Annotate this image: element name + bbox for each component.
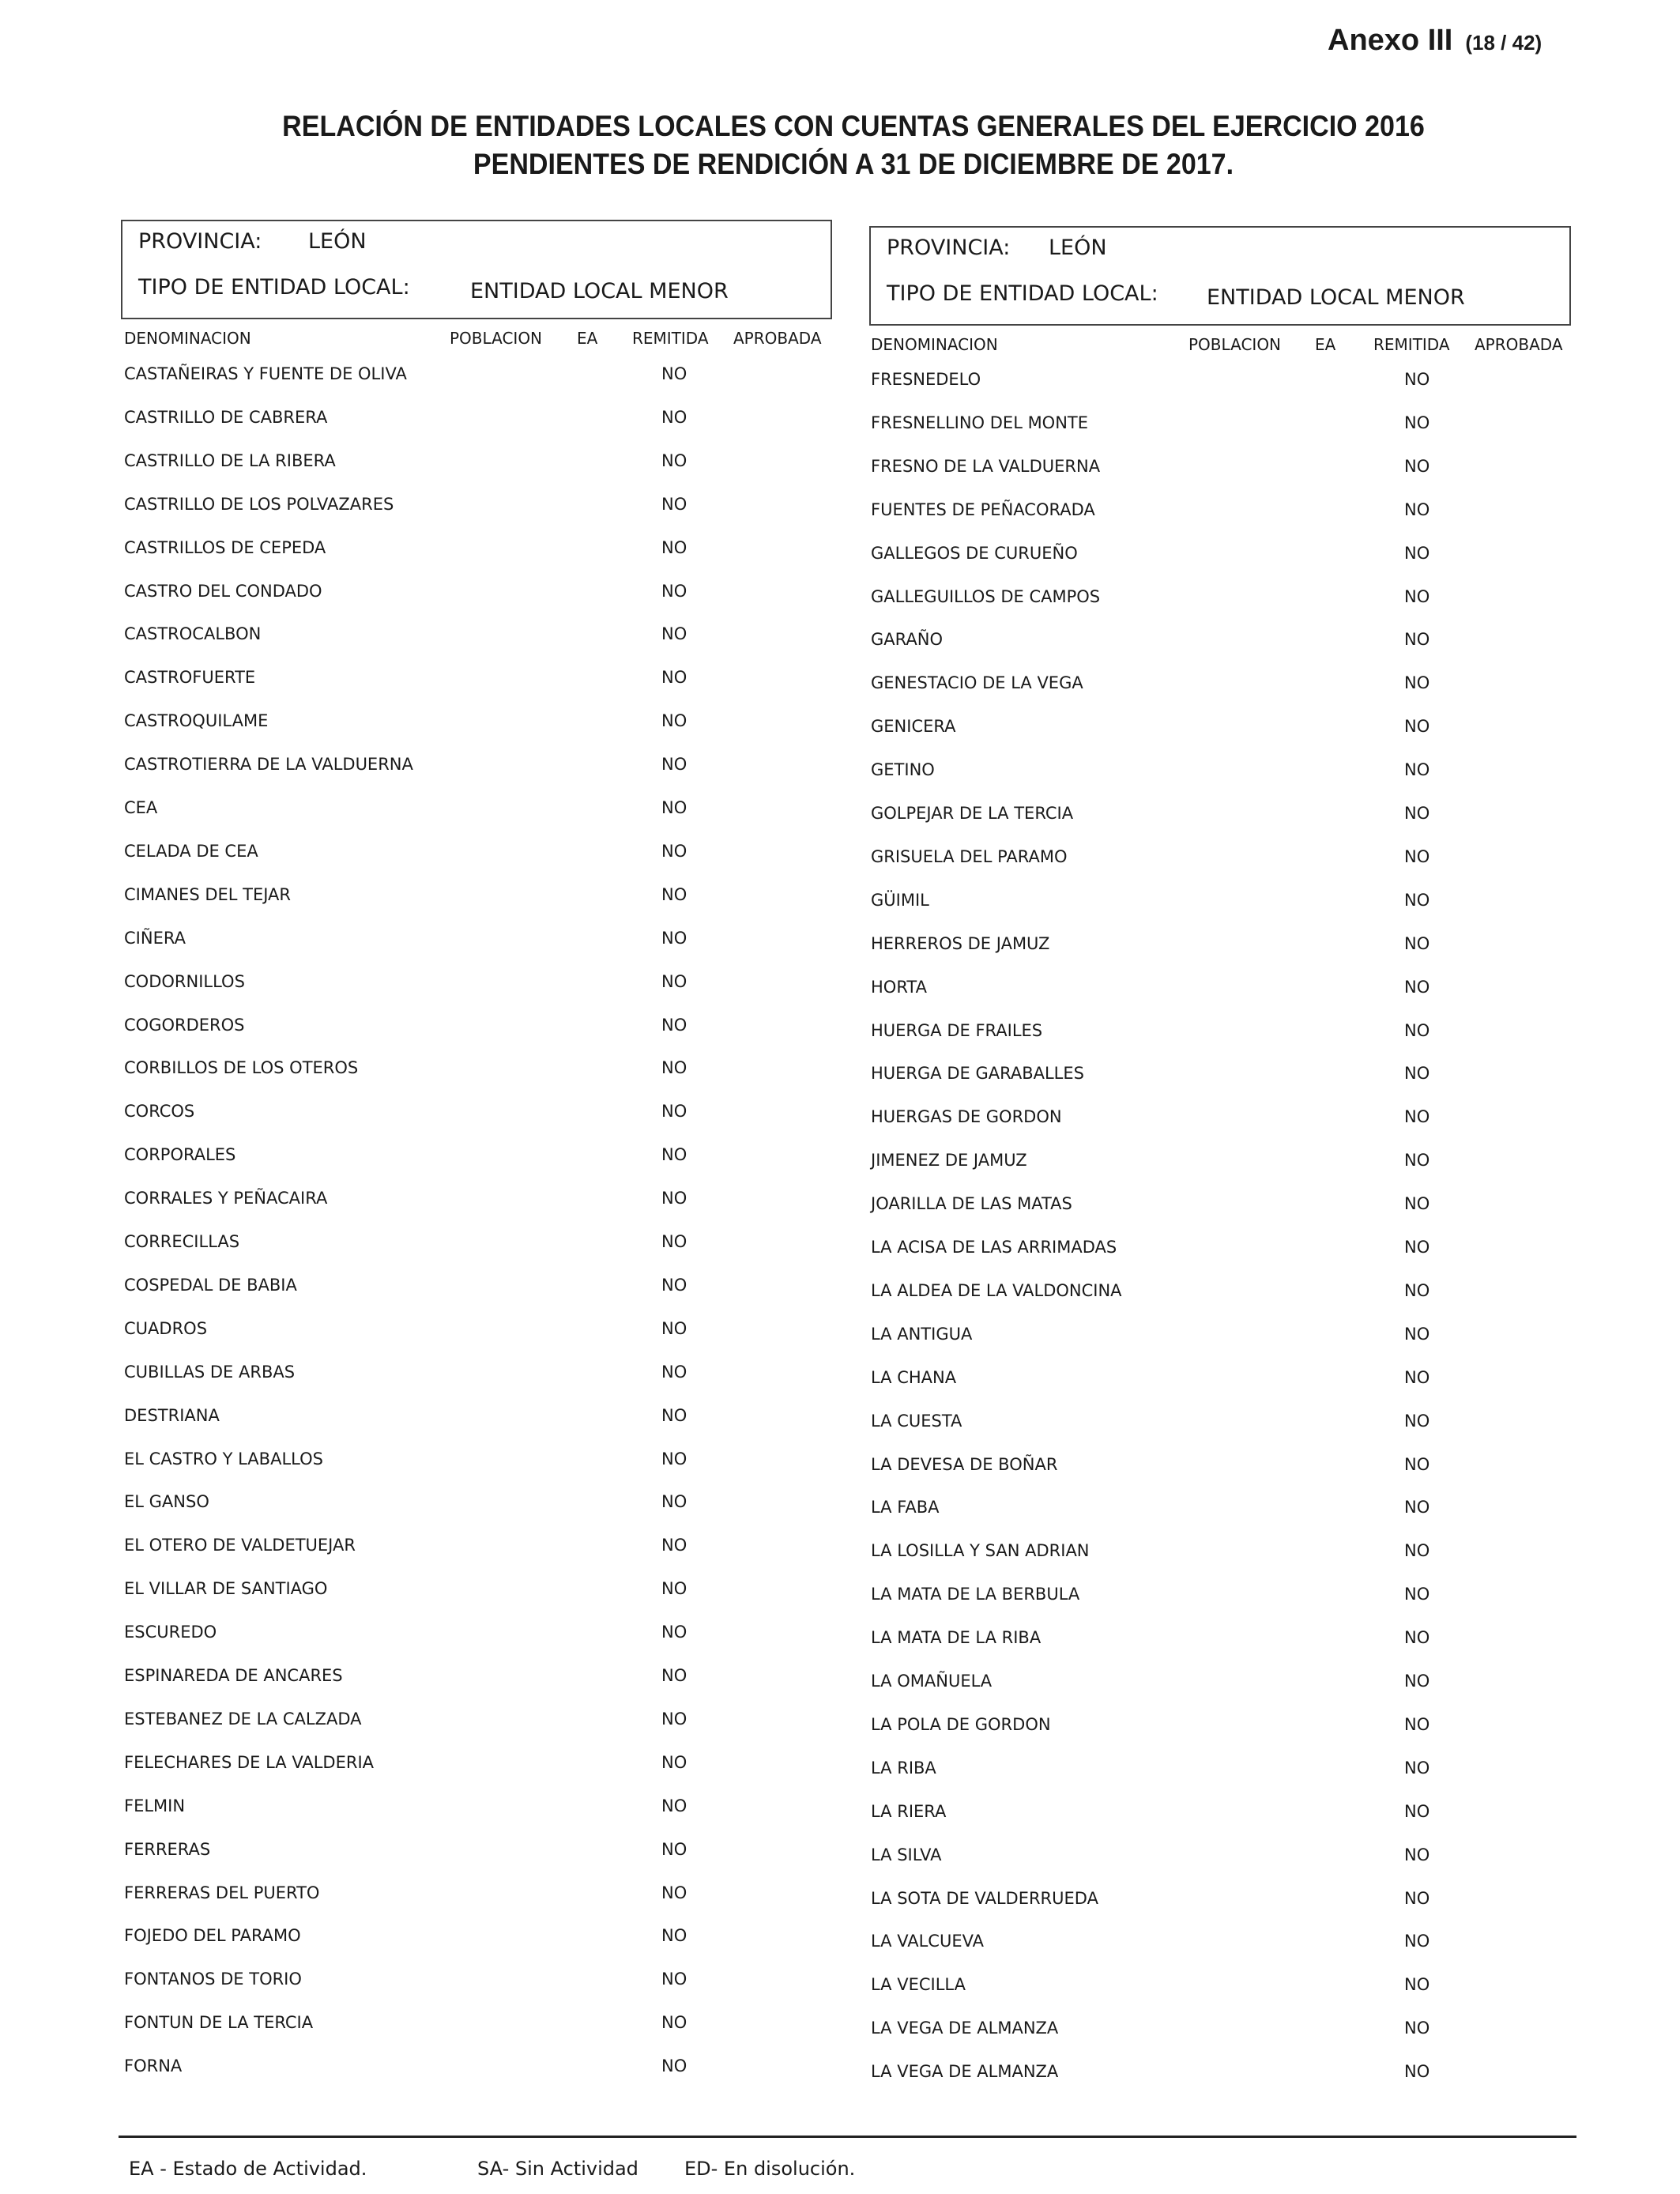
entity-name: FELMIN — [124, 1796, 186, 1815]
entity-name: CASTROFUERTE — [124, 668, 256, 688]
remitida-value: NO — [661, 1405, 687, 1425]
remitida-value: NO — [661, 581, 687, 601]
remitida-value: NO — [661, 1752, 687, 1772]
remitida-value: NO — [661, 1536, 687, 1555]
left-tipo-value: ENTIDAD LOCAL MENOR — [470, 279, 729, 303]
entity-name: CORBILLOS DE LOS OTEROS — [124, 1058, 359, 1078]
entity-name: LA DEVESA DE BOÑAR — [871, 1454, 1058, 1474]
footer-divider — [119, 2136, 1576, 2138]
remitida-value: NO — [1404, 499, 1430, 519]
remitida-value: NO — [1404, 2062, 1430, 2082]
remitida-value: NO — [1404, 760, 1430, 780]
remitida-value: NO — [661, 1492, 687, 1512]
entity-name: COSPEDAL DE BABIA — [124, 1275, 297, 1295]
remitida-value: NO — [661, 1189, 687, 1208]
left-provincia-value: LEÓN — [308, 229, 367, 254]
entity-name: FORNA — [124, 2056, 183, 2076]
entity-name: CORCOS — [124, 1102, 195, 1122]
entity-name: CORRALES Y PEÑACAIRA — [124, 1189, 328, 1208]
left-col-denominacion: DENOMINACION — [124, 329, 251, 348]
remitida-value: NO — [661, 1362, 687, 1382]
entity-name: HUERGA DE FRAILES — [871, 1020, 1043, 1040]
remitida-value: NO — [1404, 586, 1430, 606]
remitida-value: NO — [661, 971, 687, 991]
remitida-value: NO — [661, 884, 687, 904]
right-col-poblacion: POBLACION — [1188, 335, 1282, 354]
entity-name: FONTANOS DE TORIO — [124, 1970, 302, 1989]
right-tipo-label: TIPO DE ENTIDAD LOCAL: — [887, 281, 1158, 306]
entity-name: GENICERA — [871, 717, 956, 737]
entity-name: COGORDEROS — [124, 1015, 245, 1035]
entity-name: LA POLA DE GORDON — [871, 1714, 1051, 1734]
entity-name: CASTROQUILAME — [124, 711, 269, 731]
remitida-value: NO — [1404, 804, 1430, 823]
entity-name: CODORNILLOS — [124, 971, 245, 991]
remitida-value: NO — [1404, 1975, 1430, 1995]
page-number: (18 / 42) — [1465, 31, 1543, 55]
remitida-value: NO — [1404, 1280, 1430, 1300]
entity-name: FERRERAS — [124, 1839, 211, 1859]
entity-name: CASTAÑEIRAS Y FUENTE DE OLIVA — [124, 364, 407, 383]
entity-name: ESCUREDO — [124, 1623, 217, 1642]
remitida-value: NO — [1404, 1845, 1430, 1864]
remitida-value: NO — [661, 450, 687, 470]
remitida-value: NO — [1404, 1324, 1430, 1344]
entity-name: LA ANTIGUA — [871, 1324, 973, 1344]
entity-name: GALLEGOS DE CURUEÑO — [871, 543, 1078, 563]
remitida-value: NO — [1404, 413, 1430, 432]
entity-name: GOLPEJAR DE LA TERCIA — [871, 804, 1074, 823]
remitida-value: NO — [661, 1970, 687, 1989]
right-provincia-value: LEÓN — [1049, 236, 1107, 260]
annex-title: Anexo III — [1328, 24, 1453, 57]
remitida-value: NO — [1404, 1714, 1430, 1734]
entity-name: ESPINAREDA DE ANCARES — [124, 1666, 343, 1685]
remitida-value: NO — [661, 798, 687, 817]
entity-name: GETINO — [871, 760, 935, 780]
entity-name: CELADA DE CEA — [124, 841, 258, 861]
remitida-value: NO — [661, 711, 687, 731]
remitida-value: NO — [661, 1796, 687, 1815]
remitida-value: NO — [1404, 717, 1430, 737]
remitida-value: NO — [1404, 1628, 1430, 1648]
remitida-value: NO — [661, 1015, 687, 1035]
page-title: RELACIÓN DE ENTIDADES LOCALES CON CUENTAS GENERALES DEL EJERCICIO 2016 PENDIENTES DE RENDICIÓN A 31 DE DICIEMBRE DE 2017. — [282, 110, 1425, 180]
remitida-value: NO — [1404, 846, 1430, 866]
entity-name: CUBILLAS DE ARBAS — [124, 1362, 296, 1382]
entity-name: JOARILLA DE LAS MATAS — [871, 1194, 1072, 1214]
entity-name: GRISUELA DEL PARAMO — [871, 846, 1068, 866]
remitida-value: NO — [1404, 1107, 1430, 1127]
remitida-value: NO — [661, 1102, 687, 1122]
remitida-value: NO — [1404, 977, 1430, 997]
remitida-value: NO — [1404, 1367, 1430, 1387]
remitida-value: NO — [1404, 456, 1430, 476]
entity-name: GALLEGUILLOS DE CAMPOS — [871, 586, 1101, 606]
entity-name: LA ALDEA DE LA VALDONCINA — [871, 1280, 1122, 1300]
remitida-value: NO — [661, 1709, 687, 1728]
remitida-value: NO — [1404, 1020, 1430, 1040]
remitida-value: NO — [661, 1839, 687, 1859]
entity-name: EL OTERO DE VALDETUEJAR — [124, 1536, 356, 1555]
remitida-value: NO — [1404, 1932, 1430, 1951]
remitida-value: NO — [1404, 1151, 1430, 1171]
entity-name: FRESNO DE LA VALDUERNA — [871, 456, 1101, 476]
remitida-value: NO — [661, 494, 687, 514]
remitida-value: NO — [661, 755, 687, 775]
entity-name: JIMENEZ DE JAMUZ — [871, 1151, 1027, 1171]
entity-name: EL VILLAR DE SANTIAGO — [124, 1579, 328, 1599]
left-header-box — [121, 220, 832, 319]
entity-name: HORTA — [871, 977, 927, 997]
remitida-value: NO — [1404, 1585, 1430, 1604]
remitida-value: NO — [1404, 1801, 1430, 1821]
remitida-value: NO — [1404, 933, 1430, 953]
entity-name: GÜIMIL — [871, 890, 929, 910]
entity-name: LA RIBA — [871, 1758, 936, 1777]
entity-name: CASTROCALBON — [124, 624, 262, 644]
remitida-value: NO — [1404, 630, 1430, 650]
entity-name: LA CUESTA — [871, 1411, 962, 1431]
annex-label — [1328, 24, 1542, 58]
entity-name: CASTRILLOS DE CEPEDA — [124, 537, 326, 557]
remitida-value: NO — [661, 668, 687, 688]
entity-name: CIÑERA — [124, 928, 186, 948]
right-col-aprobada: APROBADA — [1475, 335, 1563, 354]
entity-name: FRESNELLINO DEL MONTE — [871, 413, 1089, 432]
entity-name: LA ACISA DE LAS ARRIMADAS — [871, 1238, 1117, 1257]
entity-name: LA SOTA DE VALDERRUEDA — [871, 1888, 1098, 1908]
entity-name: LA RIERA — [871, 1801, 947, 1821]
left-col-remitida: REMITIDA — [632, 329, 709, 348]
entity-name: LA MATA DE LA RIBA — [871, 1628, 1042, 1648]
entity-name: LA FABA — [871, 1498, 940, 1517]
remitida-value: NO — [661, 1623, 687, 1642]
remitida-value: NO — [1404, 890, 1430, 910]
remitida-value: NO — [1404, 370, 1430, 389]
remitida-value: NO — [1404, 1194, 1430, 1214]
entity-name: CIMANES DEL TEJAR — [124, 884, 292, 904]
entity-name: GENESTACIO DE LA VEGA — [871, 673, 1083, 693]
remitida-value: NO — [1404, 1758, 1430, 1777]
entity-name: LA LOSILLA Y SAN ADRIAN — [871, 1541, 1090, 1561]
remitida-value: NO — [1404, 1238, 1430, 1257]
footer-ea-legend: EA - Estado de Actividad. — [129, 2158, 367, 2180]
remitida-value: NO — [661, 624, 687, 644]
entity-name: CASTRO DEL CONDADO — [124, 581, 322, 601]
remitida-value: NO — [661, 1883, 687, 1902]
entity-name: HERREROS DE JAMUZ — [871, 933, 1050, 953]
entity-name: CORPORALES — [124, 1145, 236, 1165]
entity-name: GARAÑO — [871, 630, 943, 650]
entity-name: LA VECILLA — [871, 1975, 966, 1995]
remitida-value: NO — [661, 2013, 687, 2033]
remitida-value: NO — [661, 1579, 687, 1599]
entity-name: CORRECILLAS — [124, 1232, 240, 1251]
remitida-value: NO — [661, 1058, 687, 1078]
right-provincia-label: PROVINCIA: — [887, 236, 1011, 260]
entity-name: DESTRIANA — [124, 1405, 220, 1425]
right-col-ea: EA — [1315, 335, 1336, 354]
entity-name: CUADROS — [124, 1318, 208, 1338]
remitida-value: NO — [1404, 1454, 1430, 1474]
entity-name: CASTRILLO DE LA RIBERA — [124, 450, 336, 470]
entity-name: LA CHANA — [871, 1367, 957, 1387]
entity-name: EL CASTRO Y LABALLOS — [124, 1449, 323, 1468]
remitida-value: NO — [1404, 1888, 1430, 1908]
remitida-value: NO — [661, 1232, 687, 1251]
entity-name: LA VEGA DE ALMANZA — [871, 2062, 1059, 2082]
entity-name: FOJEDO DEL PARAMO — [124, 1926, 301, 1946]
entity-name: FELECHARES DE LA VALDERIA — [124, 1752, 375, 1772]
left-tipo-label: TIPO DE ENTIDAD LOCAL: — [138, 275, 410, 300]
right-tipo-value: ENTIDAD LOCAL MENOR — [1207, 285, 1465, 310]
remitida-value: NO — [1404, 1064, 1430, 1084]
entity-name: HUERGAS DE GORDON — [871, 1107, 1062, 1127]
entity-name: HUERGA DE GARABALLES — [871, 1064, 1084, 1084]
footer-ed-legend: ED- En disolución. — [684, 2158, 856, 2180]
remitida-value: NO — [661, 2056, 687, 2076]
remitida-value: NO — [661, 407, 687, 427]
entity-name: LA VALCUEVA — [871, 1932, 985, 1951]
remitida-value: NO — [1404, 673, 1430, 693]
remitida-value: NO — [661, 1318, 687, 1338]
entity-name: CEA — [124, 798, 158, 817]
entity-name: CASTRILLO DE CABRERA — [124, 407, 328, 427]
remitida-value: NO — [1404, 1411, 1430, 1431]
remitida-value: NO — [1404, 1541, 1430, 1561]
left-col-ea: EA — [577, 329, 598, 348]
entity-name: FONTUN DE LA TERCIA — [124, 2013, 314, 2033]
left-provincia-label: PROVINCIA: — [138, 229, 262, 254]
entity-name: LA VEGA DE ALMANZA — [871, 2019, 1059, 2038]
remitida-value: NO — [661, 1145, 687, 1165]
entity-name: CASTROTIERRA DE LA VALDUERNA — [124, 755, 413, 775]
remitida-value: NO — [1404, 1672, 1430, 1691]
entity-name: CASTRILLO DE LOS POLVAZARES — [124, 494, 394, 514]
remitida-value: NO — [661, 1926, 687, 1946]
entity-name: FRESNEDELO — [871, 370, 981, 389]
remitida-value: NO — [1404, 543, 1430, 563]
remitida-value: NO — [1404, 1498, 1430, 1517]
remitida-value: NO — [1404, 2019, 1430, 2038]
right-col-denominacion: DENOMINACION — [871, 335, 998, 354]
right-header-box — [869, 226, 1571, 326]
remitida-value: NO — [661, 537, 687, 557]
entity-name: LA MATA DE LA BERBULA — [871, 1585, 1080, 1604]
entity-name: FUENTES DE PEÑACORADA — [871, 499, 1095, 519]
remitida-value: NO — [661, 364, 687, 383]
left-col-poblacion: POBLACION — [450, 329, 543, 348]
remitida-value: NO — [661, 841, 687, 861]
entity-name: LA OMAÑUELA — [871, 1672, 993, 1691]
entity-name: EL GANSO — [124, 1492, 209, 1512]
remitida-value: NO — [661, 1449, 687, 1468]
remitida-value: NO — [661, 1666, 687, 1685]
entity-name: FERRERAS DEL PUERTO — [124, 1883, 320, 1902]
footer-sa-legend: SA- Sin Actividad — [477, 2158, 638, 2180]
entity-name: LA SILVA — [871, 1845, 942, 1864]
entity-name: ESTEBANEZ DE LA CALZADA — [124, 1709, 362, 1728]
left-col-aprobada: APROBADA — [733, 329, 822, 348]
remitida-value: NO — [661, 928, 687, 948]
remitida-value: NO — [661, 1275, 687, 1295]
right-col-remitida: REMITIDA — [1373, 335, 1450, 354]
